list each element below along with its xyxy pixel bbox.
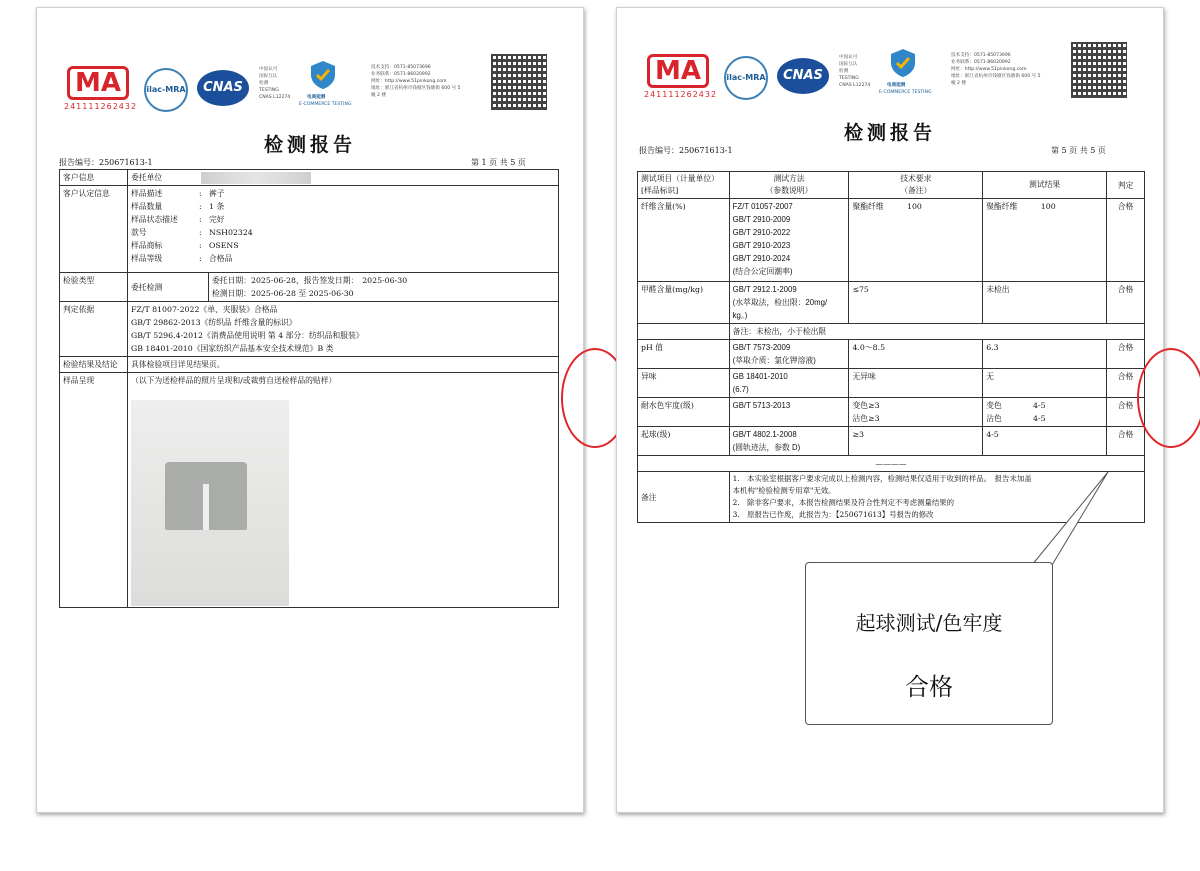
- sample-field: 样品等级 : 合格品: [131, 254, 233, 263]
- qr-code: [491, 54, 547, 110]
- method-line: (水萃取法，检出限：20mg/: [732, 298, 828, 307]
- method-line: GB/T 2910-2009: [732, 215, 791, 224]
- test-requirement: ≤75: [849, 282, 983, 324]
- contact-line: 网址：http://www.51pinkong.com: [371, 79, 447, 84]
- ilac-mra-text: ilac-MRA: [146, 85, 186, 94]
- remark-line: 1. 本实验室根据客户要求完成以上检测内容，检测结果仅适用于收到的样品。 报告未加盖: [732, 474, 1032, 483]
- sample-field: 样品商标 : OSENS: [131, 241, 239, 250]
- method-line: GB/T 7573-2009: [732, 343, 791, 352]
- test-type-label: 检验类型: [60, 273, 128, 302]
- test-item: pH 值: [638, 340, 730, 369]
- ecom-label-en: E-COMMERCE TESTING: [299, 102, 352, 107]
- ilac-mra-logo: [724, 56, 768, 100]
- sample-field-value: 1 条: [209, 202, 225, 211]
- contact-block: [951, 52, 1069, 87]
- test-method: [729, 398, 849, 427]
- test-verdict: 合格: [1107, 199, 1145, 282]
- results-header-row: [638, 172, 1145, 199]
- test-requirement: 无异味: [849, 369, 983, 398]
- cert-line: 国际互认: [259, 74, 278, 79]
- method-line: GB/T 4802.1-2008: [732, 430, 797, 439]
- remark-line: 3. 原报告已作废，此报告为：【250671613】号报告的修改: [732, 510, 934, 519]
- cert-line: TESTING: [839, 76, 859, 81]
- test-item: 起球(级): [638, 427, 730, 456]
- dates-cell: [209, 273, 559, 301]
- sample-field: 样品数量 : 1 条: [131, 202, 225, 211]
- test-type-inner: [128, 273, 558, 301]
- callout-pointer: [1030, 468, 1120, 568]
- basis-cell: [128, 302, 559, 357]
- test-verdict: 合格: [1107, 398, 1145, 427]
- dates-line: 委托日期：2025-06-28，报告签发日期： 2025-06-30: [212, 276, 408, 285]
- dates-line: 检测日期：2025-06-28 至 2025-06-30: [212, 289, 354, 298]
- report-number: 报告编号：250671613-1: [639, 146, 733, 155]
- test-method: [729, 340, 849, 369]
- col-header-requirement: 技术要求 （备注）: [849, 172, 983, 199]
- col-header-item: 测试项目（计量单位） [样品标识]: [638, 172, 730, 199]
- sample-field-value: 合格品: [209, 254, 233, 263]
- sample-field-key: 样品数量: [131, 202, 163, 211]
- formaldehyde-note: 备注：未检出，小于检出限: [729, 324, 1144, 340]
- result-row-fiber: [638, 199, 1145, 282]
- sample-field: 样品描述 : 裤子: [131, 189, 225, 198]
- conclusion-value: 具体检验项目详见结果页。: [128, 357, 559, 373]
- col-header-method: 测试方法 （参数说明）: [729, 172, 849, 199]
- test-item: 耐水色牢度(级): [638, 398, 730, 427]
- report-info-table: [59, 169, 559, 608]
- test-method: [729, 199, 849, 282]
- test-result: 4-5: [983, 427, 1107, 456]
- ilac-mra-logo: [144, 68, 188, 112]
- basis-line: GB 18401-2010《国家纺织产品基本安全技术规范》B 类: [131, 344, 334, 353]
- sample-field-value: 完好: [209, 215, 225, 224]
- basis-row: [60, 302, 559, 357]
- client-confirm-label: 客户认定信息: [60, 186, 128, 273]
- contact-line: 幢 2 楼: [371, 93, 387, 98]
- conclusion-row: [60, 357, 559, 373]
- contact-line: 地址：浙江省杭州市钱塘区钱塘街 600 号 5: [371, 86, 461, 91]
- sample-label: 样品呈现: [60, 373, 128, 608]
- ecom-label-cn: 电商能测: [307, 95, 326, 100]
- sample-field-value: 裤子: [209, 189, 225, 198]
- test-verdict: 合格: [1107, 340, 1145, 369]
- client-info-label: 客户信息: [60, 170, 128, 186]
- cert-line: 国际互认: [839, 62, 858, 67]
- cma-logo: [67, 66, 129, 100]
- cert-line: CNAS L12274: [259, 95, 291, 100]
- sample-field-key: 样品状态描述: [131, 215, 178, 224]
- report-title: 检测报告: [263, 134, 356, 156]
- contact-line: 技术支持：0571-85073696: [951, 53, 1011, 58]
- sample-photo-cell: [128, 373, 559, 608]
- contact-line: 地址：浙江省杭州市钱塘区钱塘街 600 号 5: [951, 74, 1041, 79]
- cma-number: 241111262432: [64, 102, 138, 111]
- test-method: [729, 282, 849, 324]
- sample-field-value: NSH02324: [209, 228, 253, 237]
- cert-line: 检测: [839, 69, 849, 74]
- sample-field-key: 样品等级: [131, 254, 163, 263]
- ecommerce-testing-shield-icon: [889, 48, 917, 78]
- report-title: 检测报告: [843, 122, 936, 144]
- empty-cell: [638, 324, 730, 340]
- basis-label: 判定依据: [60, 302, 128, 357]
- cnas-text: CNAS: [203, 80, 243, 95]
- sample-field-key: 款号: [131, 228, 147, 237]
- redacted-client-name: [201, 172, 311, 184]
- basis-line: GB/T 29862-2013《纺织品 纤维含量的标识》: [131, 318, 297, 327]
- report-number: 报告编号：250671613-1: [59, 158, 153, 167]
- method-line: GB/T 2910-2023: [732, 241, 791, 250]
- client-unit-label: 委托单位: [131, 173, 163, 182]
- requirement-line: 沾色≥3: [852, 414, 880, 423]
- result-row-odor: [638, 369, 1145, 398]
- method-line: (结合公定回潮率): [732, 267, 793, 276]
- method-line: GB 18401-2010: [732, 372, 788, 381]
- test-method: [729, 427, 849, 456]
- sample-photo-shorts: [131, 400, 289, 606]
- basis-line: GB/T 5296.4-2012《消费品使用说明 第 4 部分：纺织品和服装》: [131, 331, 364, 340]
- client-confirm-row: [60, 186, 559, 273]
- sample-fields-cell: [128, 186, 559, 273]
- qr-code: [1071, 42, 1127, 98]
- result-row-ph: [638, 340, 1145, 369]
- requirement-line: 变色≥3: [852, 401, 880, 410]
- pilling-colorfastness-callout: [805, 562, 1053, 725]
- client-info-row: [60, 170, 559, 186]
- sample-field-key: 样品商标: [131, 241, 163, 250]
- report-page-1: [36, 7, 584, 813]
- method-line: GB/T 2910-2024: [732, 254, 791, 263]
- cma-logo: [647, 54, 709, 88]
- col-header-verdict: 判定: [1107, 172, 1145, 199]
- sample-photo-row: [60, 373, 559, 608]
- contact-block: [371, 64, 489, 99]
- ecom-label-cn: 电商能测: [887, 83, 906, 88]
- ecommerce-testing-shield-icon: [309, 60, 337, 90]
- method-line: GB/T 2912.1-2009: [732, 285, 797, 294]
- test-requirement: 4.0～8.5: [849, 340, 983, 369]
- method-line: (萃取介质：氯化钾溶液): [732, 356, 816, 365]
- test-requirement: 聚酯纤维 100: [849, 199, 983, 282]
- method-line: (6.7): [732, 385, 749, 394]
- cert-line: TESTING: [259, 88, 279, 93]
- test-requirement: [849, 398, 983, 427]
- method-line: kg。): [732, 311, 748, 320]
- method-line: GB/T 5713-2013: [732, 401, 791, 410]
- cert-line: 检测: [259, 81, 269, 86]
- cert-line: 中国认可: [839, 55, 858, 60]
- client-unit-cell: [128, 170, 559, 186]
- shorts-image: [165, 462, 247, 530]
- callout-title: 起球测试/色牢度: [855, 611, 1003, 635]
- ilac-mra-text: ilac-MRA: [726, 73, 766, 82]
- test-result: 聚酯纤维 100: [983, 199, 1107, 282]
- test-type-row: [60, 273, 559, 302]
- remark-line: 本机构"检验检测专用章"无效。: [732, 486, 836, 495]
- result-row-colorfastness: [638, 398, 1145, 427]
- contact-line: 技术支持：0571-85073696: [371, 65, 431, 70]
- cert-line: 中国认可: [259, 67, 278, 72]
- contact-line: 网址：http://www.51pinkong.com: [951, 67, 1027, 72]
- page-indicator: 第 5 页 共 5 页: [1051, 146, 1106, 155]
- sample-field: 样品状态描述 : 完好: [131, 215, 225, 224]
- test-result: 6.3: [983, 340, 1107, 369]
- result-line: 沾色 4-5: [986, 414, 1046, 423]
- cert-text: [259, 66, 299, 101]
- contact-line: 业务联系：0571-86020992: [951, 60, 1011, 65]
- contact-line: 幢 2 楼: [951, 81, 967, 86]
- basis-line: FZ/T 81007-2022《单、夹服装》合格品: [131, 305, 278, 314]
- separator-line: ————: [638, 456, 1145, 472]
- remarks-label: 备注: [638, 472, 730, 523]
- test-item: 纤维含量(%): [638, 199, 730, 282]
- test-type-cell: [128, 273, 559, 302]
- test-verdict: 合格: [1107, 282, 1145, 324]
- cert-line: CNAS L12274: [839, 83, 871, 88]
- result-line: 变色 4-5: [986, 401, 1046, 410]
- cma-logo-text: MA: [655, 56, 701, 86]
- result-row-formaldehyde: [638, 282, 1145, 324]
- contact-line: 业务联系：0571-86020992: [371, 72, 431, 77]
- test-verdict: 合格: [1107, 427, 1145, 456]
- sample-field: 款号 : NSH02324: [131, 228, 253, 237]
- result-row-pilling: [638, 427, 1145, 456]
- callout-result: 合格: [905, 673, 953, 701]
- formaldehyde-note-row: [638, 324, 1145, 340]
- cnas-logo: [777, 58, 829, 94]
- sample-note: （以下为送检样品的照片呈现和/或裁剪自送检样品的贴样）: [131, 376, 337, 385]
- official-stamp: [1137, 348, 1200, 448]
- test-result: [983, 398, 1107, 427]
- sample-field-key: 样品描述: [131, 189, 163, 198]
- test-item: 甲醛含量(mg/kg): [638, 282, 730, 324]
- col-header-result: 测试结果: [983, 172, 1107, 199]
- test-type-value: 委托检测: [128, 273, 209, 301]
- test-result: 无: [983, 369, 1107, 398]
- ecom-label-en: E-COMMERCE TESTING: [879, 90, 932, 95]
- cnas-logo: [197, 70, 249, 106]
- cma-logo-text: MA: [75, 68, 121, 98]
- method-line: GB/T 2910-2022: [732, 228, 791, 237]
- method-line: (圆轨迹法，参数 D): [732, 443, 801, 452]
- page-indicator: 第 1 页 共 5 页: [471, 158, 526, 167]
- remark-line: 2. 除非客户要求，本报告检测结果及符合性判定不考虑测量结果的: [732, 498, 955, 507]
- cma-number: 241111262432: [644, 90, 718, 99]
- test-method: [729, 369, 849, 398]
- test-item: 异味: [638, 369, 730, 398]
- test-requirement: ≥3: [849, 427, 983, 456]
- cnas-text: CNAS: [783, 68, 823, 83]
- conclusion-label: 检验结果及结论: [60, 357, 128, 373]
- sample-field-value: OSENS: [209, 241, 239, 250]
- method-line: FZ/T 01057-2007: [732, 202, 793, 211]
- test-verdict: 合格: [1107, 369, 1145, 398]
- cert-text: [839, 54, 879, 89]
- test-result: 未检出: [983, 282, 1107, 324]
